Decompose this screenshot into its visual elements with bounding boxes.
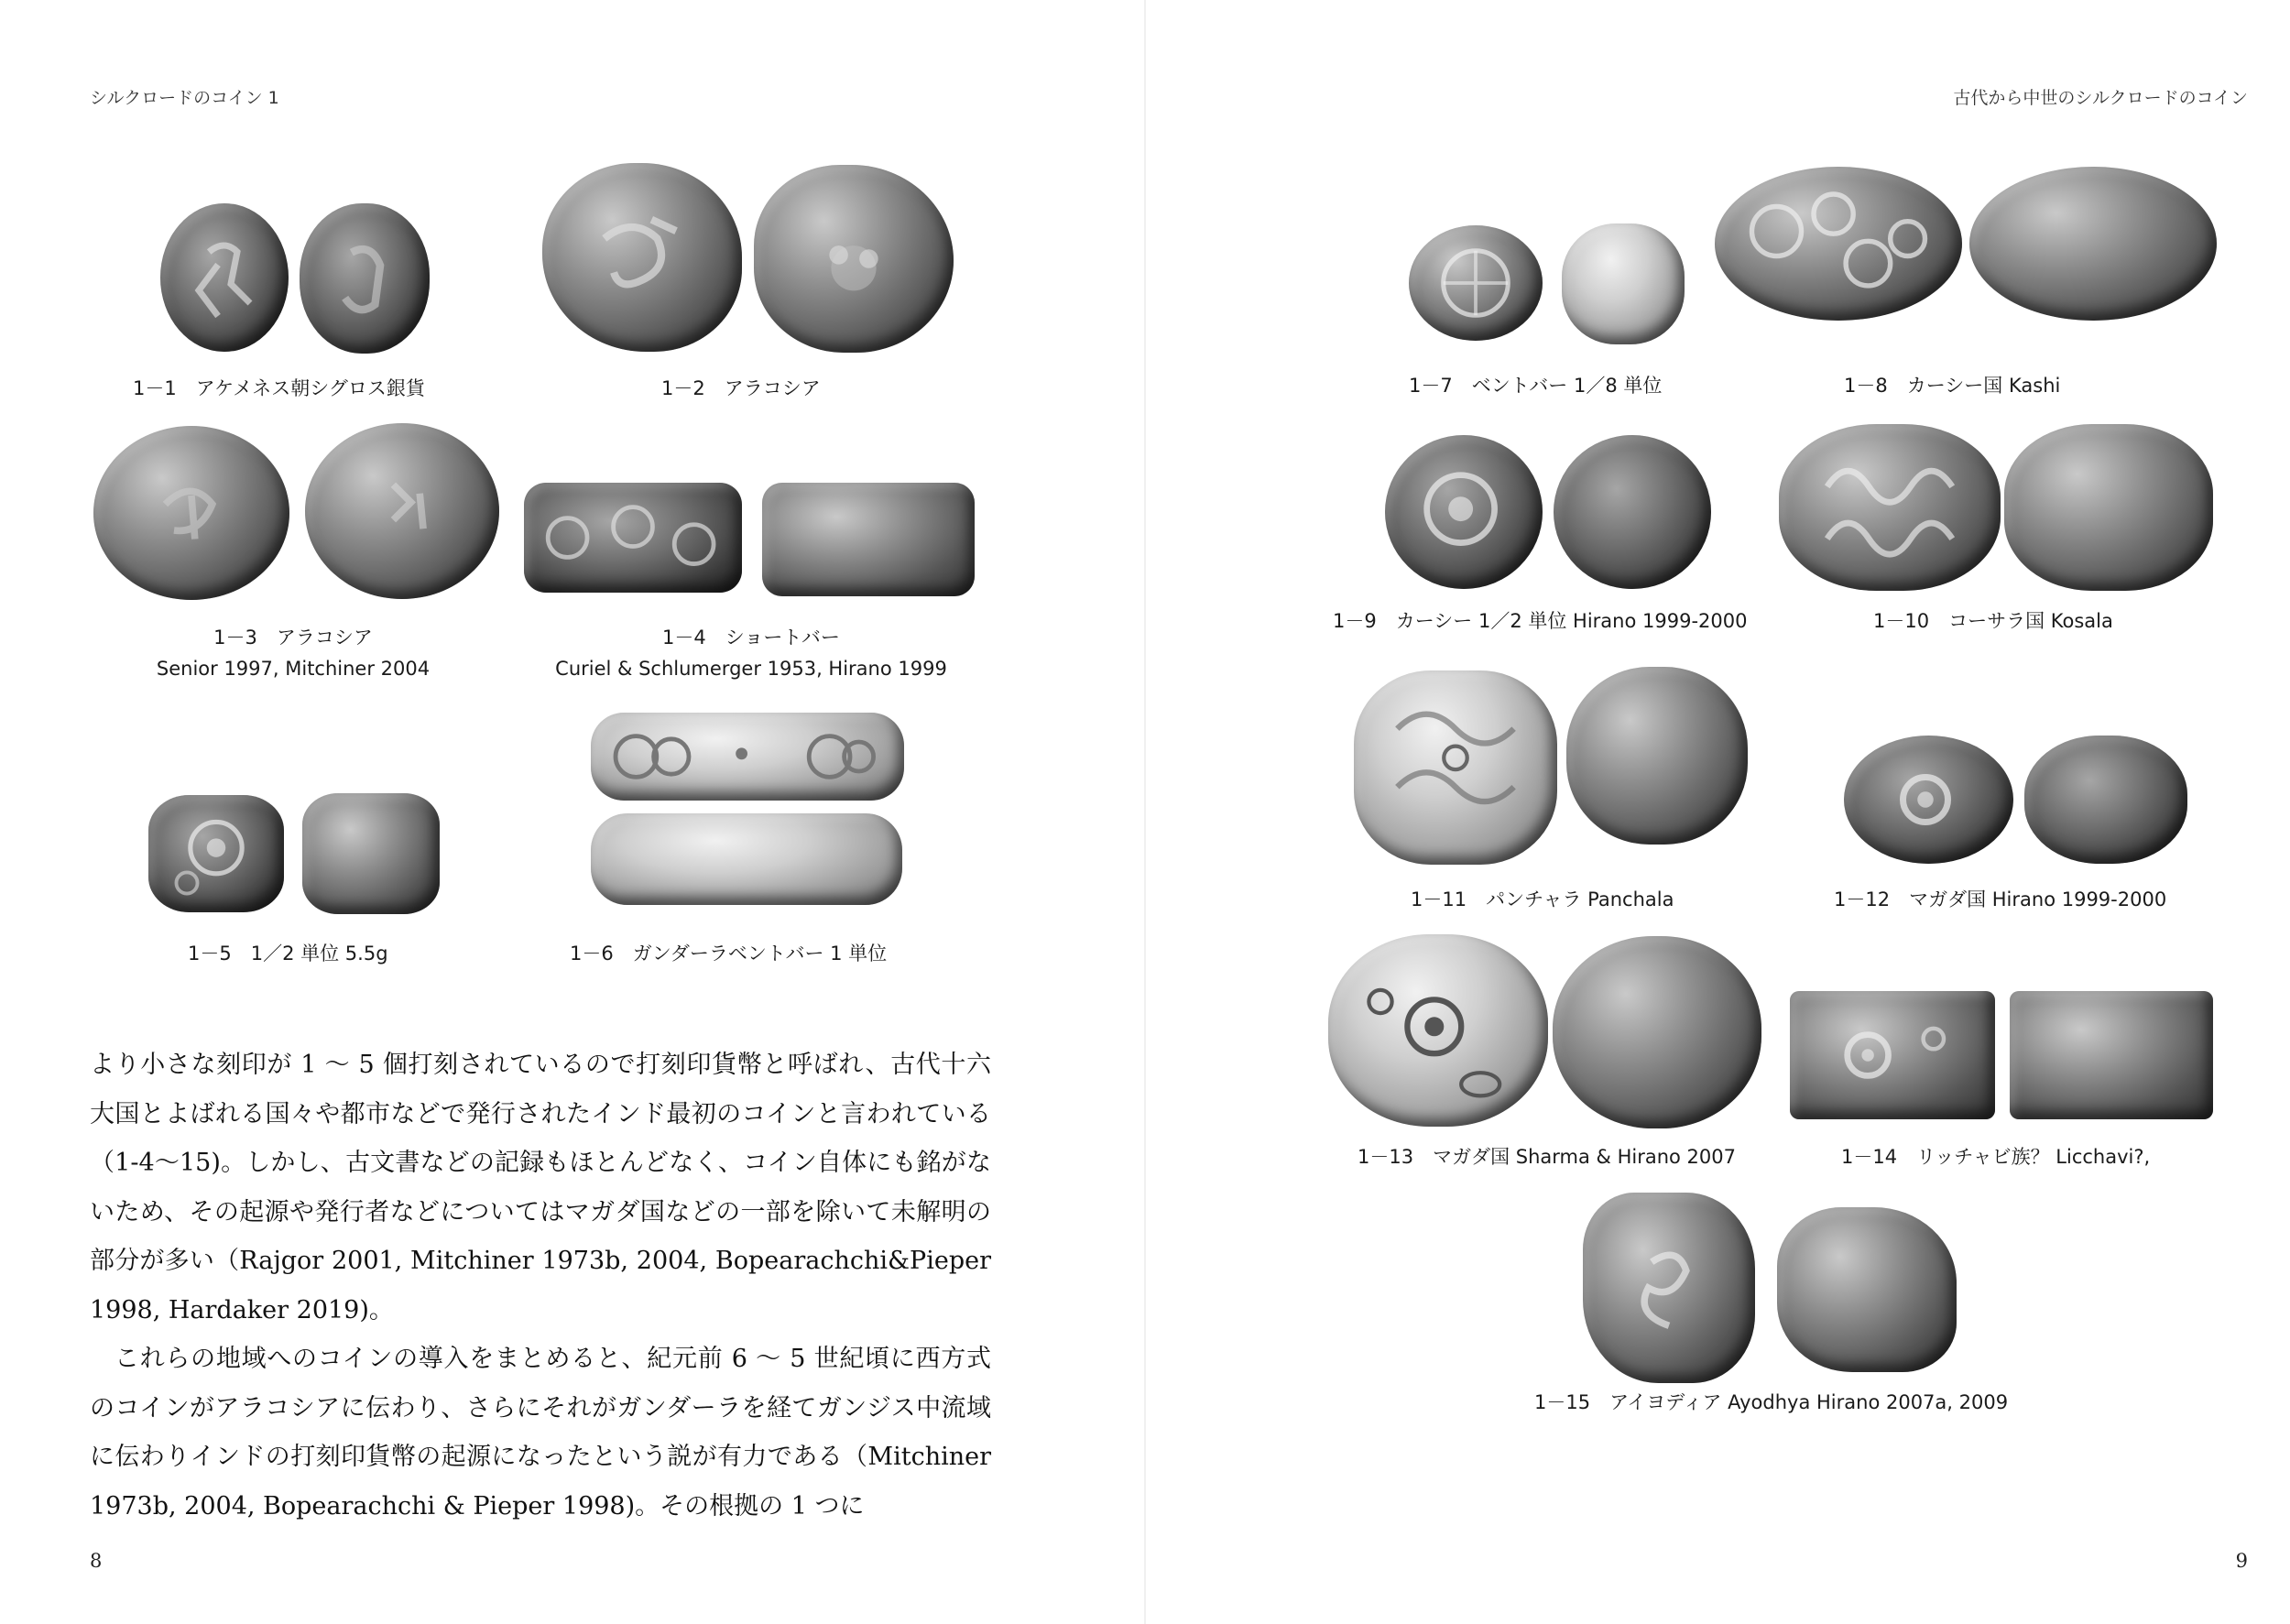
running-head: シルクロードのコイン 1 <box>90 88 279 108</box>
coin-image-1-4-reverse <box>762 483 975 596</box>
figure-caption-1-6: 1－6 ガンダーラベントバー 1 単位 <box>570 943 888 965</box>
figure-caption-1-13: 1－13 マガダ国 Sharma & Hirano 2007 <box>1358 1146 1736 1168</box>
coin-image-1-13-reverse <box>1553 936 1761 1128</box>
coin-image-1-15-reverse <box>1777 1207 1957 1372</box>
figure-caption-1-12: 1－12 マガダ国 Hirano 1999-2000 <box>1834 888 2167 910</box>
coin-image-1-1-obverse <box>160 203 289 352</box>
coin-image-1-8-obverse <box>1715 167 1962 321</box>
coin-image-1-11-reverse <box>1566 667 1748 845</box>
coin-image-1-2-reverse <box>754 165 954 353</box>
coin-image-1-10-reverse <box>2004 424 2213 591</box>
coin-image-1-3-reverse <box>305 423 499 599</box>
figure-caption-1-5: 1－5 1／2 単位 5.5g <box>188 943 388 965</box>
coin-image-1-6-reverse <box>591 813 902 905</box>
figure-caption-1-11: 1－11 パンチャラ Panchala <box>1411 888 1674 910</box>
coin-image-1-6-obverse <box>591 713 904 801</box>
figure-caption-1-14: 1－14 リッチャビ族？ Licchavi?, <box>1841 1146 2151 1168</box>
coin-image-1-3-obverse <box>93 426 289 600</box>
figure-caption-1-1: 1－1 アケメネス朝シグロス銀貨 <box>133 377 425 399</box>
coin-image-1-12-reverse <box>2024 736 2187 864</box>
running-head: 古代から中世のシルクロードのコイン <box>1953 88 2248 108</box>
coin-image-1-8-reverse <box>1969 167 2217 321</box>
page-number: 8 <box>90 1550 103 1572</box>
coin-image-1-9-reverse <box>1554 435 1711 589</box>
coin-image-1-5-reverse <box>302 793 440 914</box>
coin-image-1-2-obverse <box>542 163 742 352</box>
coin-image-1-10-obverse <box>1779 424 2001 591</box>
figure-caption-1-8: 1－8 カーシー国 Kashi <box>1844 375 2061 397</box>
body-paragraph-1: より小さな刻印が 1 ～ 5 個打刻されているので打刻印貨幣と呼ばれ、古代十六大国とよばれる国々や都市などで発行されたインド最初のコインと言われている（1-4～15)。しかし、古文書などの記録もほとんどなく、コイン自体にも銘がないため、その起源や発行者などについてはマガダ国などの一部を除いて未解明の部分が多い（Rajgor 2001, Mitchiner 1973b, 2004, Bopearachchi&Pieper 1998, Hardaker 2019)。 <box>90 1051 991 1324</box>
figure-caption-1-9: 1－9 カーシー 1／2 単位 Hirano 1999-2000 <box>1333 610 1748 632</box>
body-paragraph-2: これらの地域へのコインの導入をまとめると、紀元前 6 ～ 5 世紀頃に西方式のコインがアラコシアに伝わり、さらにそれがガンダーラを経てガンジス中流域に伝わりインドの打刻印貨幣の起源になったという説が有力である（Mitchiner 1973b, 2004, Bopearachchi & Pieper 1998)。その根拠の 1 つに <box>90 1345 991 1520</box>
coin-image-1-15-obverse <box>1583 1193 1755 1383</box>
coin-image-1-7-reverse <box>1562 223 1685 344</box>
coin-image-1-11-obverse <box>1354 670 1557 865</box>
figure-caption-1-15: 1－15 アイヨディア Ayodhya Hirano 2007a, 2009 <box>1534 1391 2009 1413</box>
coin-image-1-7-obverse <box>1409 225 1543 341</box>
coin-image-1-4-obverse <box>524 483 742 593</box>
figure-caption-1-3: 1－3 アラコシア Senior 1997, Mitchiner 2004 <box>156 627 431 680</box>
coin-image-1-1-reverse <box>300 203 430 354</box>
coin-image-1-13-obverse <box>1328 934 1548 1127</box>
figure-caption-1-4: 1－4 ショートバー Curiel & Schlumerger 1953, Hirano 1999 <box>555 627 947 680</box>
figure-caption-1-2: 1－2 アラコシア <box>661 377 821 399</box>
coin-image-1-12-obverse <box>1844 736 2013 864</box>
coin-image-1-14-reverse <box>2010 991 2213 1119</box>
figure-caption-1-7: 1－7 ベントバー 1／8 単位 <box>1409 375 1663 397</box>
figure-caption-1-10: 1－10 コーサラ国 Kosala <box>1873 610 2113 632</box>
right-page <box>1145 0 2290 1624</box>
body-text <box>90 1041 991 1531</box>
coin-image-1-14-obverse <box>1790 991 1995 1119</box>
page-number: 9 <box>2235 1550 2248 1572</box>
coin-image-1-9-obverse <box>1385 435 1543 589</box>
coin-image-1-5-obverse <box>148 795 284 912</box>
